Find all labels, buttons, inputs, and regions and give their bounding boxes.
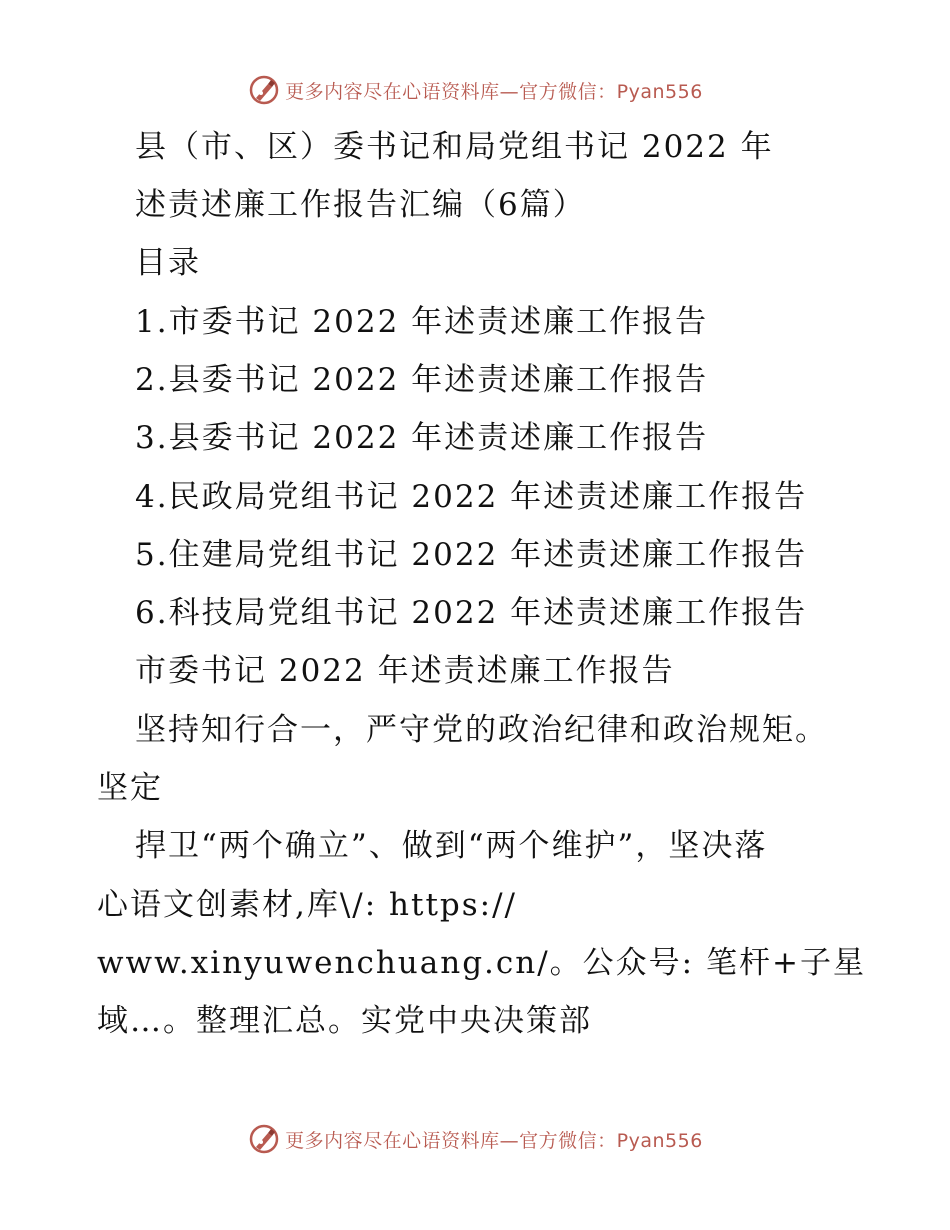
toc-item: 5.住建局党组书记 2022 年述责述廉工作报告 <box>135 537 808 573</box>
pen-logo-icon <box>247 1122 281 1156</box>
toc-item: 1.市委书记 2022 年述责述廉工作报告 <box>135 304 709 340</box>
body-line: 域…。整理汇总。实党中央决策部 <box>97 1003 592 1039</box>
body-line: 坚定 <box>97 770 163 806</box>
toc-heading: 目录 <box>135 245 201 281</box>
body-line: 坚持知行合一，严守党的政治纪律和政治规矩。 <box>135 712 828 748</box>
toc-item: 3.县委书记 2022 年述责述廉工作报告 <box>135 420 709 456</box>
footer-banner <box>0 1119 950 1159</box>
body-line: 捍卫“两个确立”、做到“两个维护”，坚决落 <box>135 828 768 864</box>
section-title: 市委书记 2022 年述责述廉工作报告 <box>135 653 675 689</box>
pen-logo-icon <box>247 73 281 107</box>
toc-item: 6.科技局党组书记 2022 年述责述廉工作报告 <box>135 595 808 631</box>
footer-banner-text: 更多内容尽在心语资料库—官方微信：Pyan556 <box>285 1129 703 1152</box>
header-banner-text: 更多内容尽在心语资料库—官方微信：Pyan556 <box>285 80 703 103</box>
document-title-line-2: 述责述廉工作报告汇编（6篇） <box>135 187 586 223</box>
toc-item: 4.民政局党组书记 2022 年述责述廉工作报告 <box>135 479 808 515</box>
header-banner <box>0 70 950 110</box>
toc-item: 2.县委书记 2022 年述责述廉工作报告 <box>135 362 709 398</box>
body-line: 心语文创素材,库\/: https:// <box>97 887 518 923</box>
document-title-line-1: 县（市、区）委书记和局党组书记 2022 年 <box>135 129 774 165</box>
body-line: www.xinyuwenchuang.cn/。公众号: 笔杆+子星 <box>97 945 866 981</box>
